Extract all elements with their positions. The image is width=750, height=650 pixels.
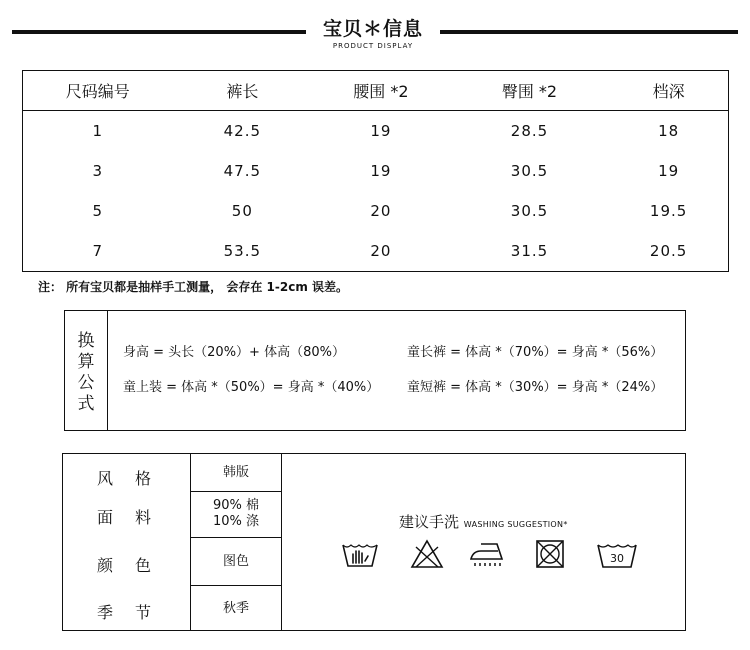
no-bleach-icon: [409, 539, 445, 569]
header-divider-right: [440, 30, 738, 34]
page-subtitle: PRODUCT DISPLAY: [332, 42, 414, 50]
formula-shorts: 童短裤 = 体高 *（30%）= 身高 *（24%）: [407, 380, 664, 395]
product-details-box: [62, 453, 686, 631]
column-header-hip: 臀围 *2: [450, 71, 610, 111]
table-row: [23, 151, 729, 191]
measurement-note: 注： 所有宝贝都是抽样手工测量， 会存在 1-2cm 误差。: [38, 280, 349, 294]
detail-label-season: 季节: [97, 603, 174, 622]
washing-suggestion-title: [399, 511, 568, 532]
page-header: [0, 0, 750, 60]
table-cell: 7: [92, 242, 104, 260]
table-row: [23, 191, 729, 231]
details-row-divider: [190, 537, 281, 538]
column-header-size: 尺码编号: [23, 71, 173, 111]
iron-icon: [467, 539, 507, 569]
column-header-length: 裤长: [173, 71, 313, 111]
washing-title-en: WASHING SUGGESTION*: [463, 520, 568, 529]
table-cell: 53.5: [223, 242, 262, 260]
size-table-header-row: [23, 71, 729, 111]
table-cell: 20.5: [649, 242, 688, 260]
detail-value-season: 秋季: [222, 601, 249, 616]
table-cell: 30.5: [510, 202, 549, 220]
table-row: [23, 231, 729, 272]
formula-label-column: [65, 311, 108, 430]
table-row: [23, 111, 729, 152]
table-cell: 5: [92, 202, 104, 220]
table-cell: 19: [370, 122, 392, 140]
table-cell: 19: [658, 162, 680, 180]
detail-value-style: 韩版: [222, 465, 249, 480]
details-row-divider: [190, 491, 281, 492]
table-cell: 20: [370, 242, 392, 260]
page-title: 宝贝＊信息: [322, 18, 423, 40]
detail-label-color: 颜色: [97, 556, 174, 575]
detail-label-fabric: 面料: [97, 508, 174, 527]
table-cell: 1: [92, 122, 104, 140]
table-cell: 19.5: [649, 202, 688, 220]
table-cell: 18: [658, 122, 680, 140]
washing-title-cn: 建议手洗: [399, 513, 460, 531]
table-cell: 3: [92, 162, 104, 180]
conversion-formula-box: [64, 310, 686, 431]
wash-30-icon: [595, 539, 639, 569]
wash-temperature: 30: [610, 552, 624, 565]
table-cell: 30.5: [510, 162, 549, 180]
column-header-waist: 腰围 *2: [312, 71, 450, 111]
table-cell: 47.5: [223, 162, 262, 180]
detail-value-color: 图色: [222, 554, 249, 569]
table-cell: 42.5: [223, 122, 262, 140]
table-cell: 19: [370, 162, 392, 180]
table-cell: 20: [370, 202, 392, 220]
size-table: [22, 70, 729, 272]
hand-wash-icon: [340, 539, 380, 569]
column-header-rise: 档深: [609, 71, 728, 111]
details-divider: [281, 454, 282, 630]
detail-label-style: 风格: [97, 469, 174, 488]
no-tumble-dry-icon: [535, 539, 565, 569]
formula-tops: 童上装 = 体高 *（50%）= 身高 *（40%）: [123, 380, 380, 395]
formula-height: 身高 = 头长（20%）+ 体高（80%）: [123, 345, 345, 360]
table-cell: 50: [231, 202, 253, 220]
header-divider-left: [12, 30, 306, 34]
detail-value-fabric: 90% 棉 10% 涤: [212, 498, 260, 529]
formula-label: 换算公式: [77, 331, 95, 414]
table-cell: 28.5: [510, 122, 549, 140]
table-cell: 31.5: [510, 242, 549, 260]
formula-long-pants: 童长裤 = 体高 *（70%）= 身高 *（56%）: [407, 345, 664, 360]
details-row-divider: [190, 585, 281, 586]
